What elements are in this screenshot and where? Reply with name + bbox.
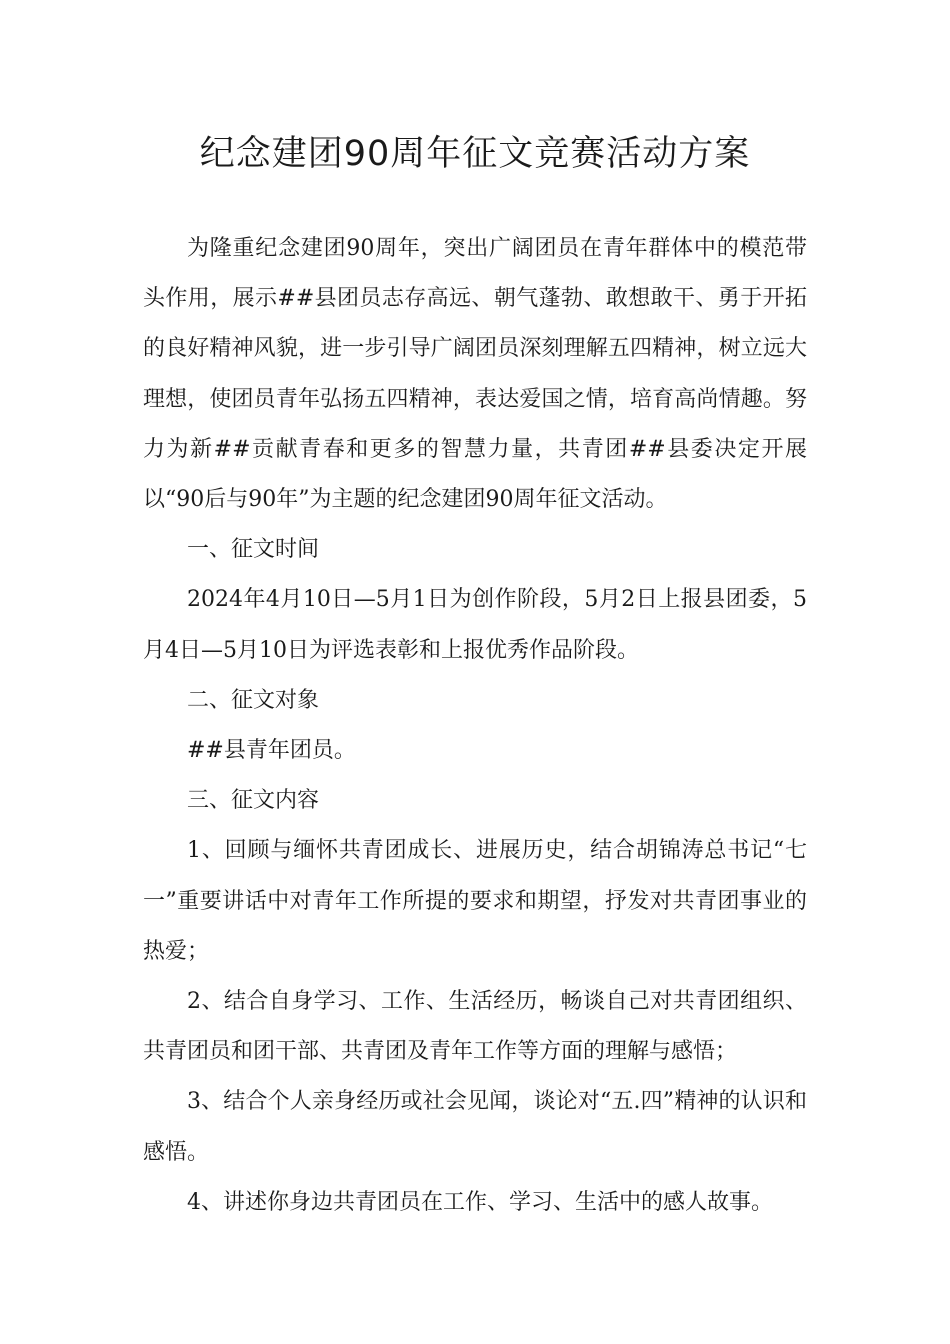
section-heading-content: 三、征文内容	[187, 788, 320, 814]
content-item-4: 4、讲述你身边共青团员在工作、学习、生活中的感人故事。	[187, 1189, 773, 1215]
content-item-2: 2、结合自身学习、工作、生活经历，畅谈自己对共青团组织、共青团员和团干部、共青团及青年工作等方面的理解与感悟；	[143, 989, 807, 1065]
paragraph-target: ##县青年团员。	[187, 738, 356, 764]
content-item-1: 1、回顾与缅怀共青团成长、进展历史，结合胡锦涛总书记“七一”重要讲话中对青年工作所提的要求和期望，抒发对共青团事业的热爱；	[143, 838, 807, 964]
paragraph-time: 2024年4月10日—5月1日为创作阶段，5月2日上报县团委，5月4日—5月10日为评选表彰和上报优秀作品阶段。	[143, 587, 807, 663]
document-title: 纪念建团90周年征文竞赛活动方案	[199, 134, 751, 174]
section-heading-target: 二、征文对象	[187, 687, 320, 713]
document-body	[143, 224, 807, 1228]
content-item-3: 3、结合个人亲身经历或社会见闻，谈论对“五.四”精神的认识和感悟。	[143, 1089, 807, 1165]
section-heading-time: 一、征文时间	[187, 537, 320, 563]
paragraph-intro: 为隆重纪念建团90周年，突出广阔团员在青年群体中的模范带头作用，展示##县团员志存高远、朝气蓬勃、敢想敢干、勇于开拓的良好精神风貌，进一步引导广阔团员深刻理解五四精神，树立远大理想，使团员青年弘扬五四精神，表达爱国之情，培育高尚情趣。努力为新##贡献青春和更多的智慧力量，共青团##县委决定开展以“90后与90年”为主题的纪念建团90周年征文活动。	[143, 236, 807, 513]
